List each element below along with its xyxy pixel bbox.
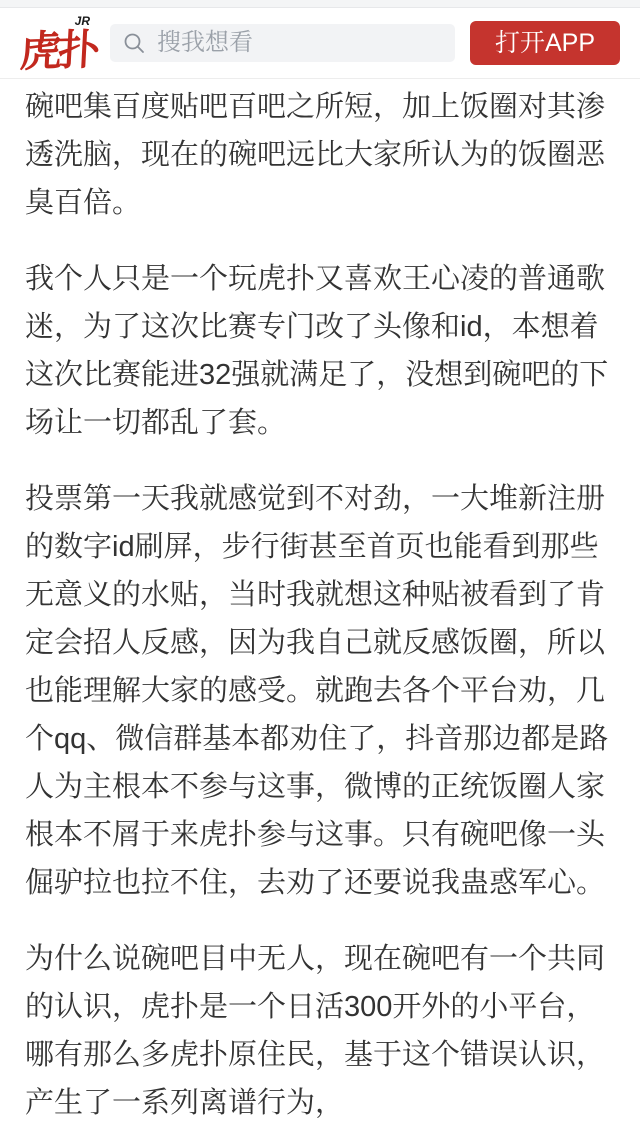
article-paragraph [25,83,615,227]
article-body [0,79,640,1127]
article-paragraph [25,255,615,447]
article-line: 也能理解大家的感受。就跑去各个平台劝，几 [25,675,606,707]
status-strip [0,0,640,8]
article-line: 这次比赛能进32强就满足了，没想到碗吧的下 [25,359,609,391]
article-paragraph [25,935,615,1127]
article-line: 为什么说碗吧目中无人，现在碗吧有一个共同 [25,943,606,975]
article-line: 根本不屑于来虎扑参与这事。只有碗吧像一头 [25,819,606,851]
search-input[interactable] [110,24,455,62]
open-app-button[interactable]: 打开APP [470,21,620,65]
article-line: 人为主根本不参与这事，微博的正统饭圈人家 [25,771,606,803]
article-line: 投票第一天我就感觉到不对劲，一大堆新注册 [25,483,606,515]
article-line: 臭百倍。 [25,187,142,219]
search-icon [123,32,146,55]
article-line: 定会招人反感，因为我自己就反感饭圈，所以 [25,627,606,659]
app-header [0,8,640,79]
article-line: 我个人只是一个玩虎扑又喜欢王心凌的普通歌 [25,263,606,295]
hupu-logo-jr-badge: JR [74,14,90,28]
article-line: 碗吧集百度贴吧百吧之所短，加上饭圈对其渗 [25,91,606,123]
article-line: 的认识，虎扑是一个日活300开外的小平台， [25,991,596,1023]
search-placeholder: 搜我想看 [157,29,253,56]
hupu-logo[interactable] [20,12,98,74]
article-paragraph [25,475,615,907]
article-line: 场让一切都乱了套。 [25,407,287,439]
article-line: 无意义的水贴，当时我就想这种贴被看到了肯 [25,579,606,611]
article-line: 迷，为了这次比赛专门改了头像和id，本想着 [25,311,599,343]
article-line: 透洗脑，现在的碗吧远比大家所认为的饭圈恶 [25,139,606,171]
article-line: 哪有那么多虎扑原住民，基于这个错误认识， [25,1039,606,1071]
article-line: 倔驴拉也拉不住，去劝了还要说我蛊惑军心。 [25,867,606,899]
article-line: 的数字id刷屏，步行街甚至首页也能看到那些 [25,531,599,563]
article-line: 个qq、微信群基本都劝住了，抖音那边都是路 [25,723,609,755]
article-line: 产生了一系列离谱行为， [25,1087,345,1119]
hupu-logo-text: 虎扑 [18,25,98,76]
